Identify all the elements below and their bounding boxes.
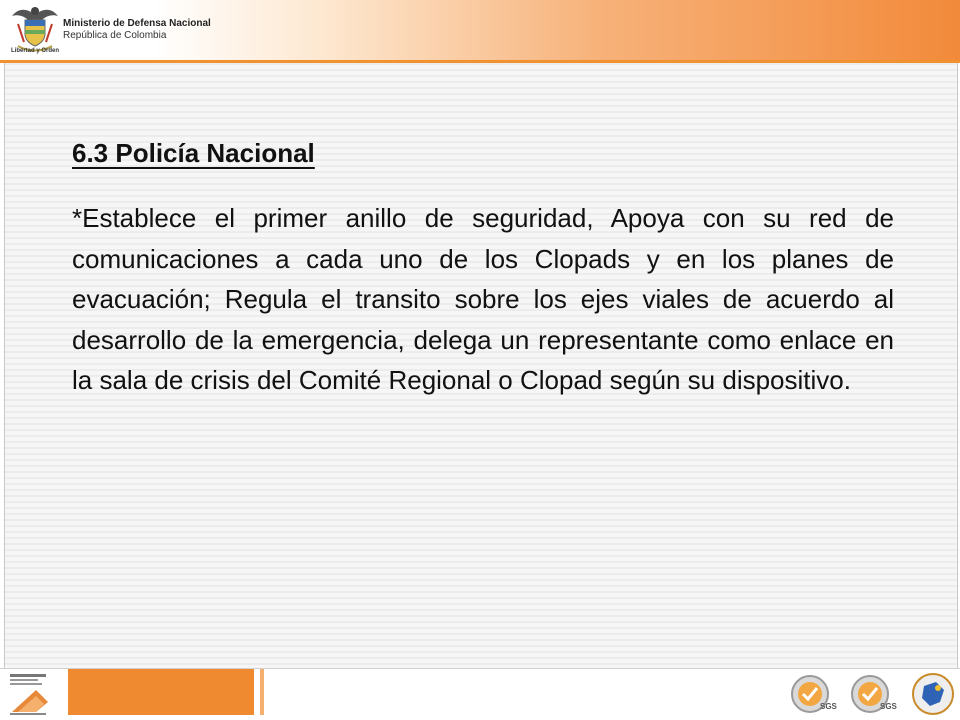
sgs-label: SGS [880, 702, 897, 711]
footer-accent-stripe [260, 669, 264, 715]
alta-gerencia-logo-icon [6, 672, 62, 716]
sgs-label: SGS [820, 702, 837, 711]
motto-text: Libertad y Orden [10, 48, 59, 54]
colombia-map-seal-icon [913, 674, 953, 714]
slide-footer [0, 668, 960, 720]
quality-certification-seals [788, 672, 958, 716]
footer-accent-bar [68, 669, 254, 715]
slide-body-text: *Establece el primer anillo de seguridad, Apoya con su red de comunicaciones a cada uno de los Clopads y en los planes de evacuación; Regula el transito sobre los ejes viales de acuerdo al desarrollo de la emergencia, delega un representante como enlace en la sala de crisis del Comité Regional o Clopad según su dispositivo. [72, 203, 894, 395]
republic-name: República de Colombia [63, 30, 167, 41]
ministry-name: Ministerio de Defensa Nacional [63, 18, 211, 29]
slide-title: 6.3 Policía Nacional [72, 138, 315, 168]
slide-header [0, 0, 960, 64]
